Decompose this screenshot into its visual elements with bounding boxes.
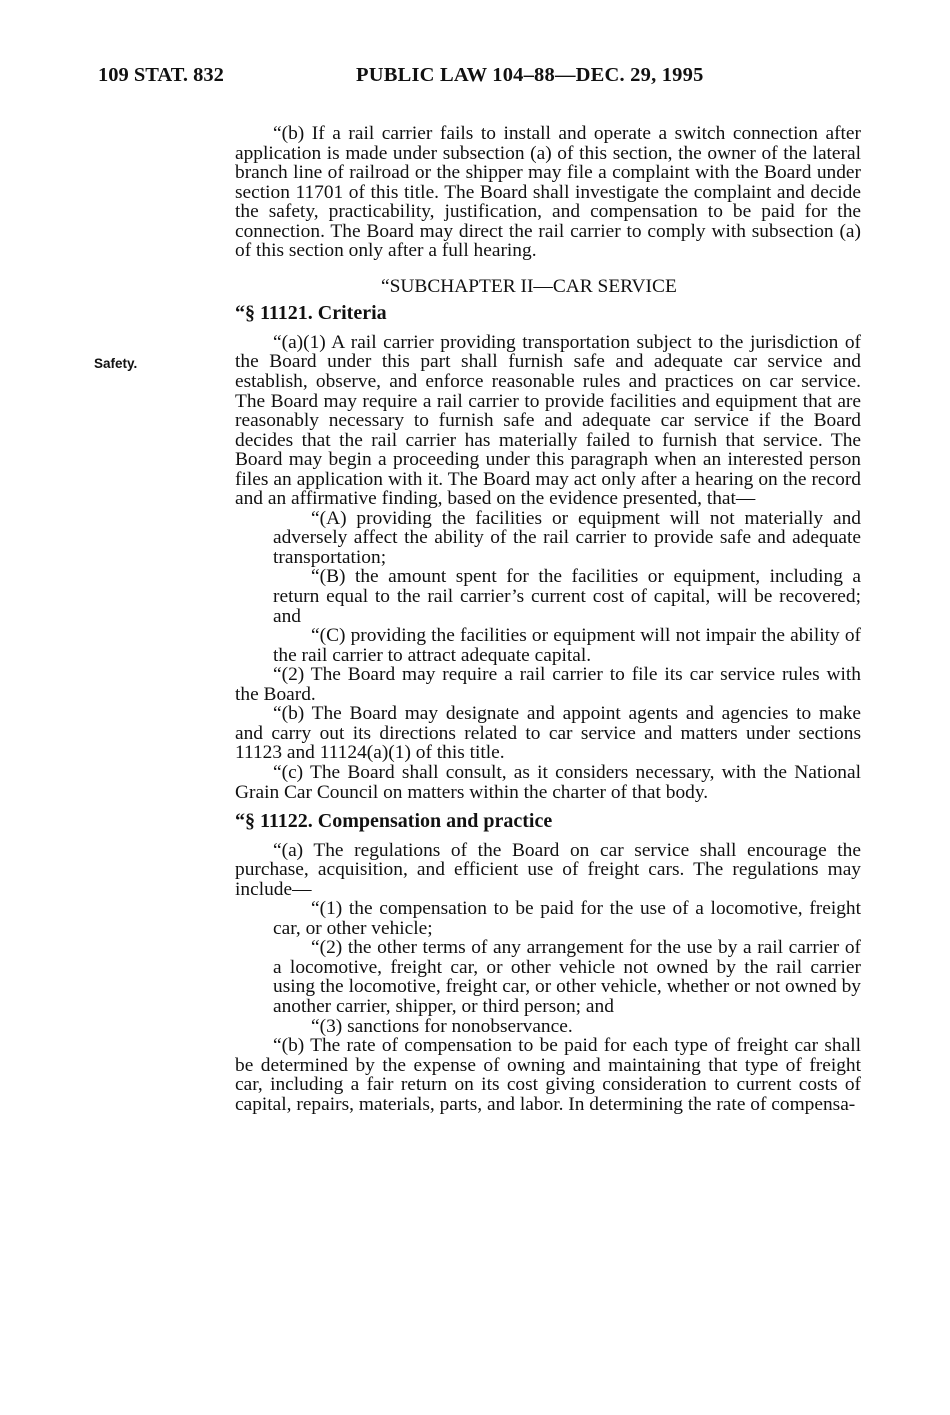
- section-11122-subsection-b: “(b) The rate of compensation to be paid for each type of freight car shall be determined by the expense of owning and maintaining that type of freight car, including a fair return on its cost giving consideration to current costs of capital, repairs, materials, parts, and labor. In determining the rate of compensa-: [235, 1035, 861, 1115]
- statute-page-number: 109 STAT. 832: [98, 64, 224, 86]
- section-11121-subsection-c: “(c) The Board shall consult, as it considers necessary, with the National Grain Car Council on matters within the charter of that body.: [235, 761, 861, 803]
- main-text-column: [235, 124, 861, 1114]
- section-11121-subsection-b: “(b) The Board may designate and appoint agents and agencies to make and carry out its directions related to car service and matters under sections 11123 and 11124(a)(1) of this title.: [235, 703, 861, 764]
- public-law-citation: PUBLIC LAW 104–88—DEC. 29, 1995: [356, 64, 704, 86]
- section-11121-clause-a: “(A) providing the facilities or equipment will not materially and adversely affect the ability of the rail carrier to provide safe and adequate transportation;: [273, 507, 861, 568]
- section-11121-paragraph-a2: “(2) The Board may require a rail carrier to file its car service rules with the Board.: [235, 664, 861, 705]
- section-11122-item-3: “(3) sanctions for nonobservance.: [311, 1015, 573, 1037]
- running-header: [98, 64, 868, 96]
- section-11122-item-1: “(1) the compensation to be paid for the use of a locomotive, freight car, or other vehicle;: [273, 898, 861, 939]
- subchapter-heading: “SUBCHAPTER II—CAR SERVICE: [381, 275, 677, 297]
- section-11121-paragraph-a1: “(a)(1) A rail carrier providing transportation subject to the jurisdiction of the Board under this part shall furnish safe and adequate car service and establish, observe, and enforce reasonable rules and practices on car service. The Board may require a rail carrier to provide facilities and equipment that are reasonably necessary to furnish safe and adequate car service if the Board decides that the rail carrier has materially failed to furnish that service. The Board may begin a proceeding under this paragraph when an interested person files an application with it. The Board may act only after a hearing on the record and an affirmative finding, based on the evidence presented, that—: [235, 331, 861, 510]
- section-11121-clause-c: “(C) providing the facilities or equipment will not impair the ability of the rail carrier to attract adequate capital.: [273, 625, 861, 666]
- margin-note: Safety.: [94, 356, 138, 371]
- section-11121-clause-b: “(B) the amount spent for the facilities or equipment, including a return equal to the rail carrier’s current cost of capital, will be recovered; and: [273, 566, 861, 627]
- section-11121-heading: “§ 11121. Criteria: [235, 302, 387, 325]
- section-11122-item-2: “(2) the other terms of any arrangement for the use by a rail carrier of a locomotive, freight car, or other vehicle not owned by the rail carrier using the locomotive, freight car, or other vehicle, whether or not owned by another carrier, shipper, or third person; and: [273, 937, 861, 1017]
- section-11122-heading: “§ 11122. Compensation and practice: [235, 810, 553, 833]
- section-11122-subsection-a: “(a) The regulations of the Board on car service shall encourage the purchase, acquisition, and efficient use of freight cars. The regulations may include—: [235, 839, 861, 900]
- paragraph-subsection-b: “(b) If a rail carrier fails to install and operate a switch connection after application is made under subsection (a) of this section, the owner of the lateral branch line of railroad or the shipper may file a complaint with the Board under section 11701 of this title. The Board shall investigate the complaint and decide the safety, practicability, justification, and compensation to be paid for the connection. The Board may direct the rail carrier to comply with subsection (a) of this section only after a full hearing.: [235, 123, 861, 262]
